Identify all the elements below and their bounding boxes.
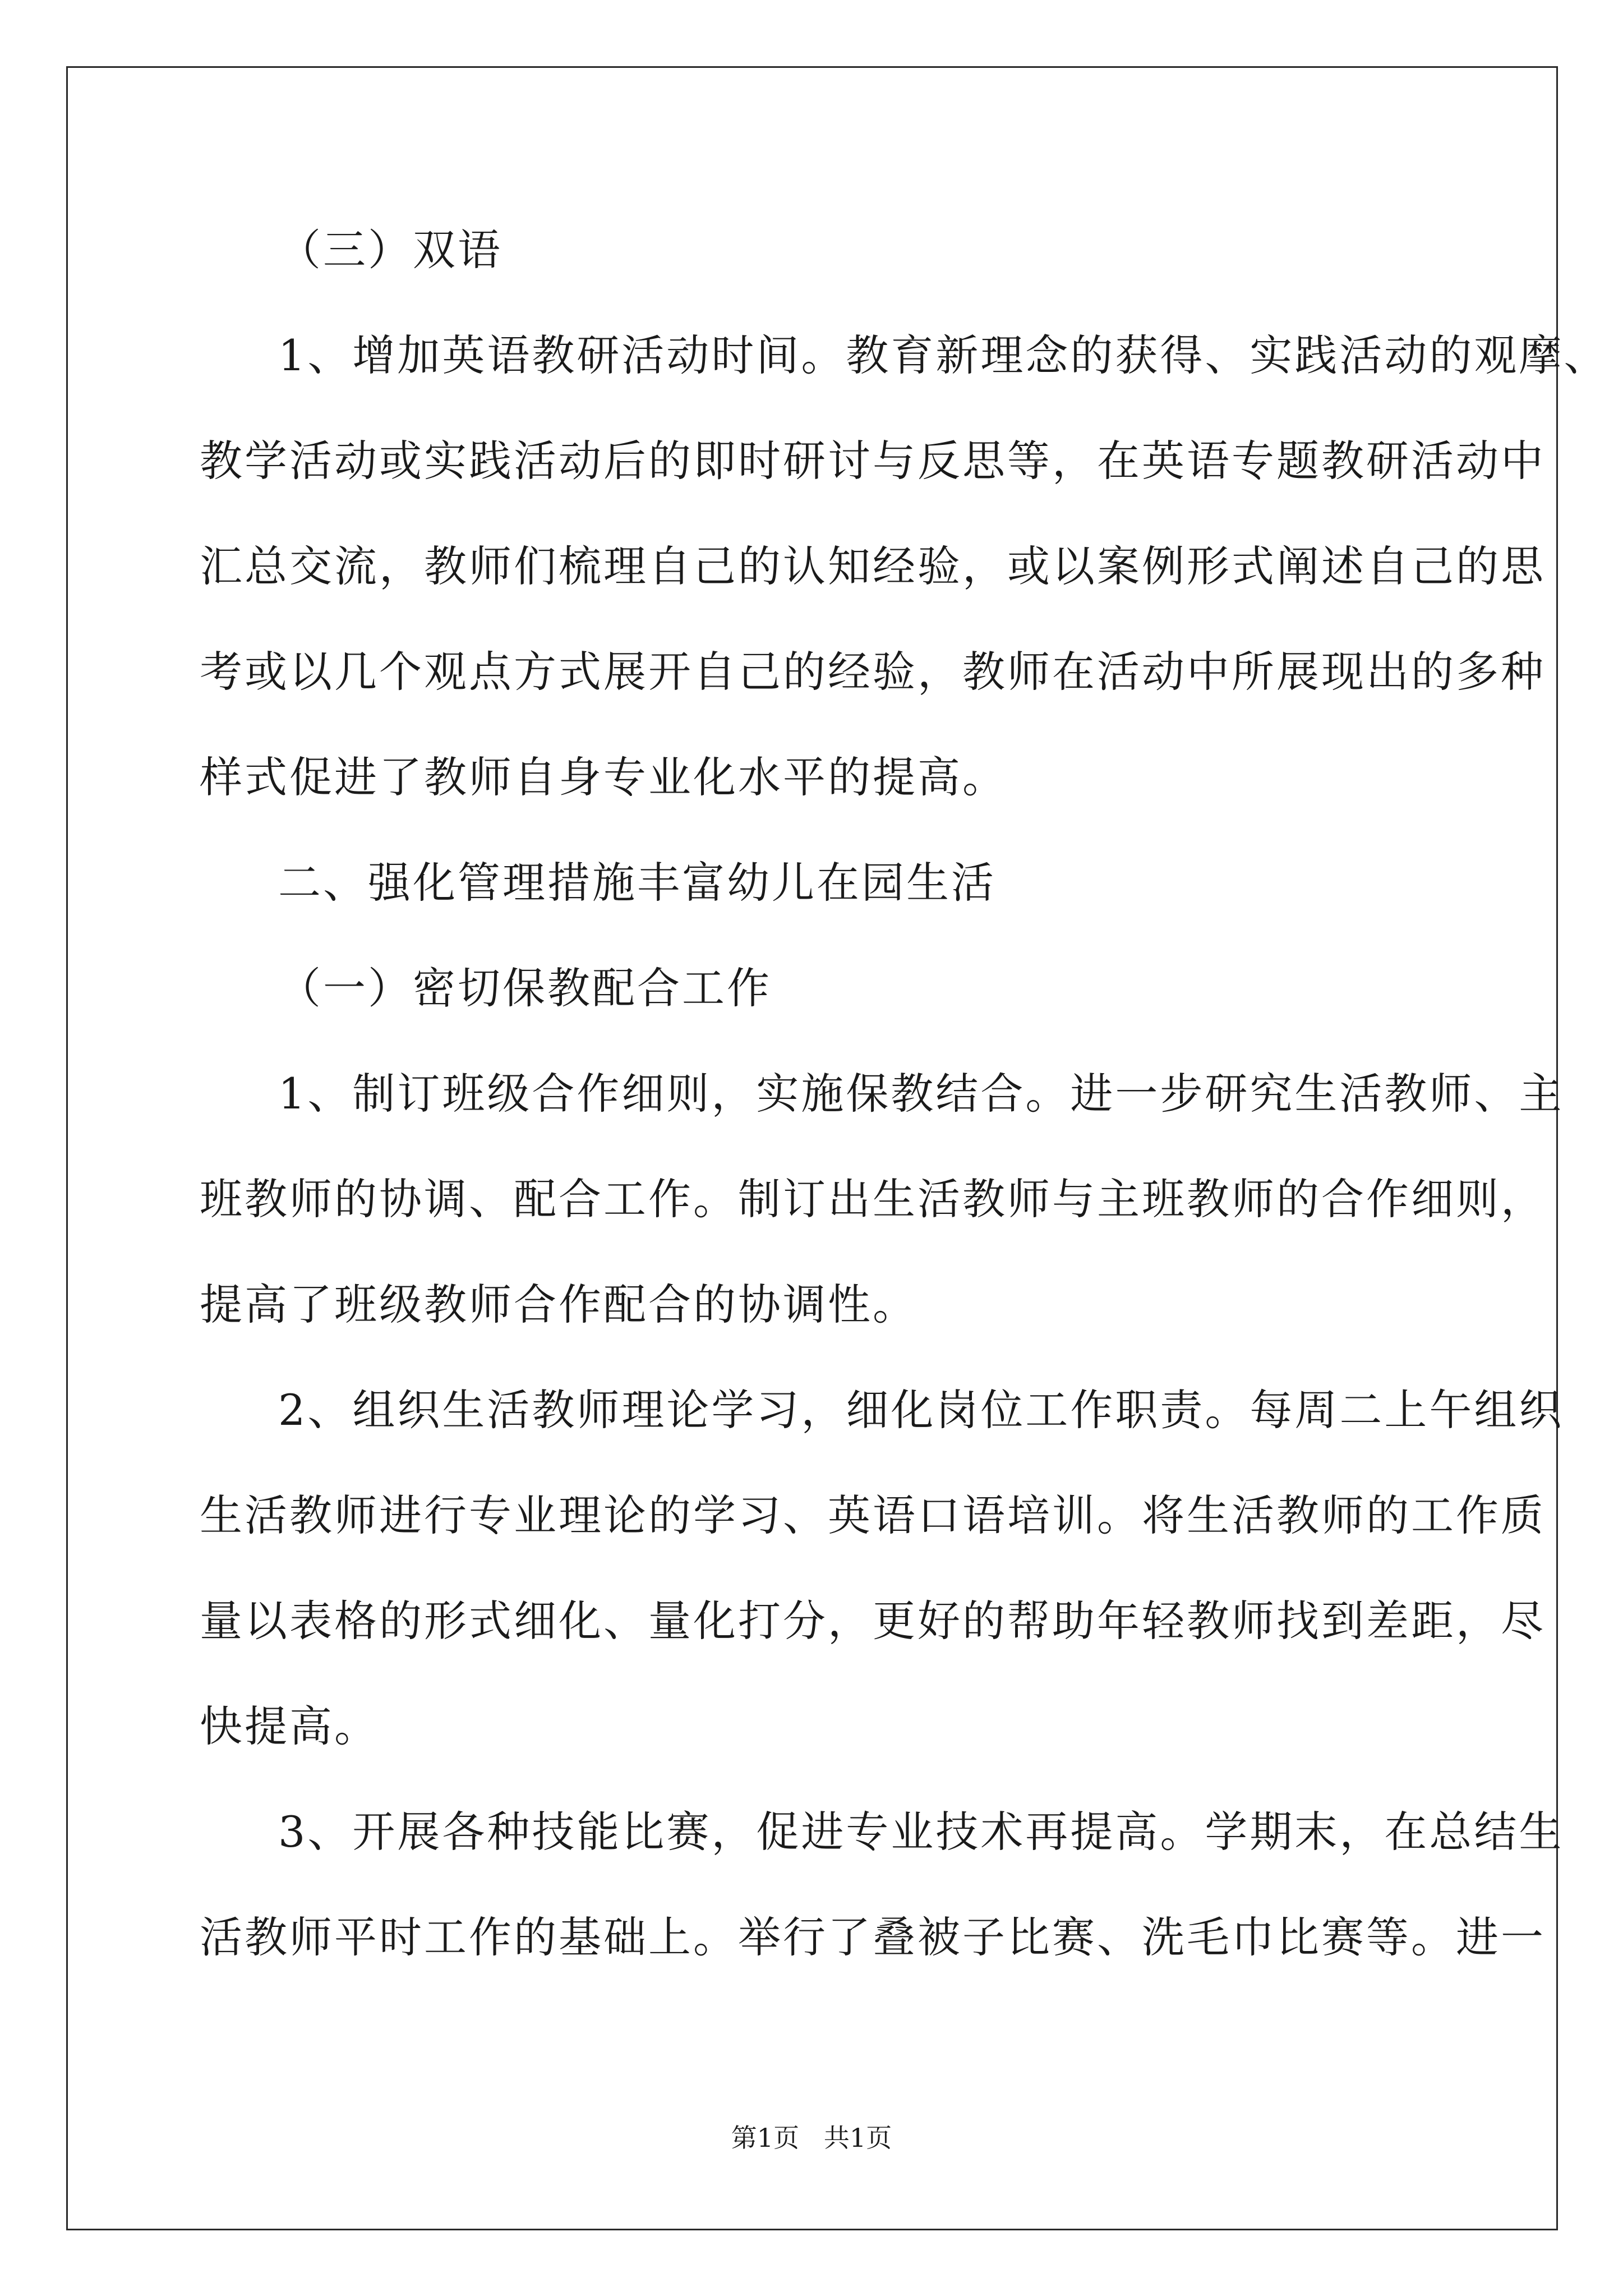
paragraph-line: 1、增加英语教研活动时间。教育新理念的获得、实践活动的观摩、	[278, 330, 1609, 380]
paragraph-line: 活教师平时工作的基础上。举行了叠被子比赛、洗毛巾比赛等。进一	[200, 1912, 1546, 1962]
section-heading-bilingual: （三）双语	[278, 225, 502, 275]
paragraph-line: 提高了班级教师合作配合的协调性。	[200, 1280, 917, 1329]
paragraph-line: 样式促进了教师自身专业化水平的提高。	[200, 752, 1007, 802]
paragraph-line: 3、开展各种技能比赛，促进专业技术再提高。学期末，在总结生	[278, 1807, 1564, 1857]
subsection-heading-cooperation: （一）密切保教配合工作	[278, 963, 772, 1013]
paragraph-line: 2、组织生活教师理论学习，细化岗位工作职责。每周二上午组织	[278, 1385, 1564, 1435]
paragraph-line: 快提高。	[200, 1701, 379, 1751]
paragraph-line: 生活教师进行专业理论的学习、英语口语培训。将生活教师的工作质	[200, 1490, 1546, 1540]
section-heading-management: 二、强化管理措施丰富幼儿在园生活	[278, 858, 996, 908]
paragraph-line: 量以表格的形式细化、量化打分，更好的帮助年轻教师找到差距，尽	[200, 1596, 1546, 1646]
page-border	[66, 66, 1558, 2230]
page-number-footer: 第1页 共1页	[731, 2123, 892, 2153]
paragraph-line: 班教师的协调、配合工作。制订出生活教师与主班教师的合作细则，	[200, 1174, 1546, 1224]
paragraph-line: 1、制订班级合作细则，实施保教结合。进一步研究生活教师、主	[278, 1069, 1564, 1119]
paragraph-line: 教学活动或实践活动后的即时研讨与反思等，在英语专题教研活动中	[200, 436, 1546, 486]
paragraph-line: 汇总交流，教师们梳理自己的认知经验，或以案例形式阐述自己的思	[200, 541, 1546, 591]
paragraph-line: 考或以几个观点方式展开自己的经验，教师在活动中所展现出的多种	[200, 647, 1546, 697]
